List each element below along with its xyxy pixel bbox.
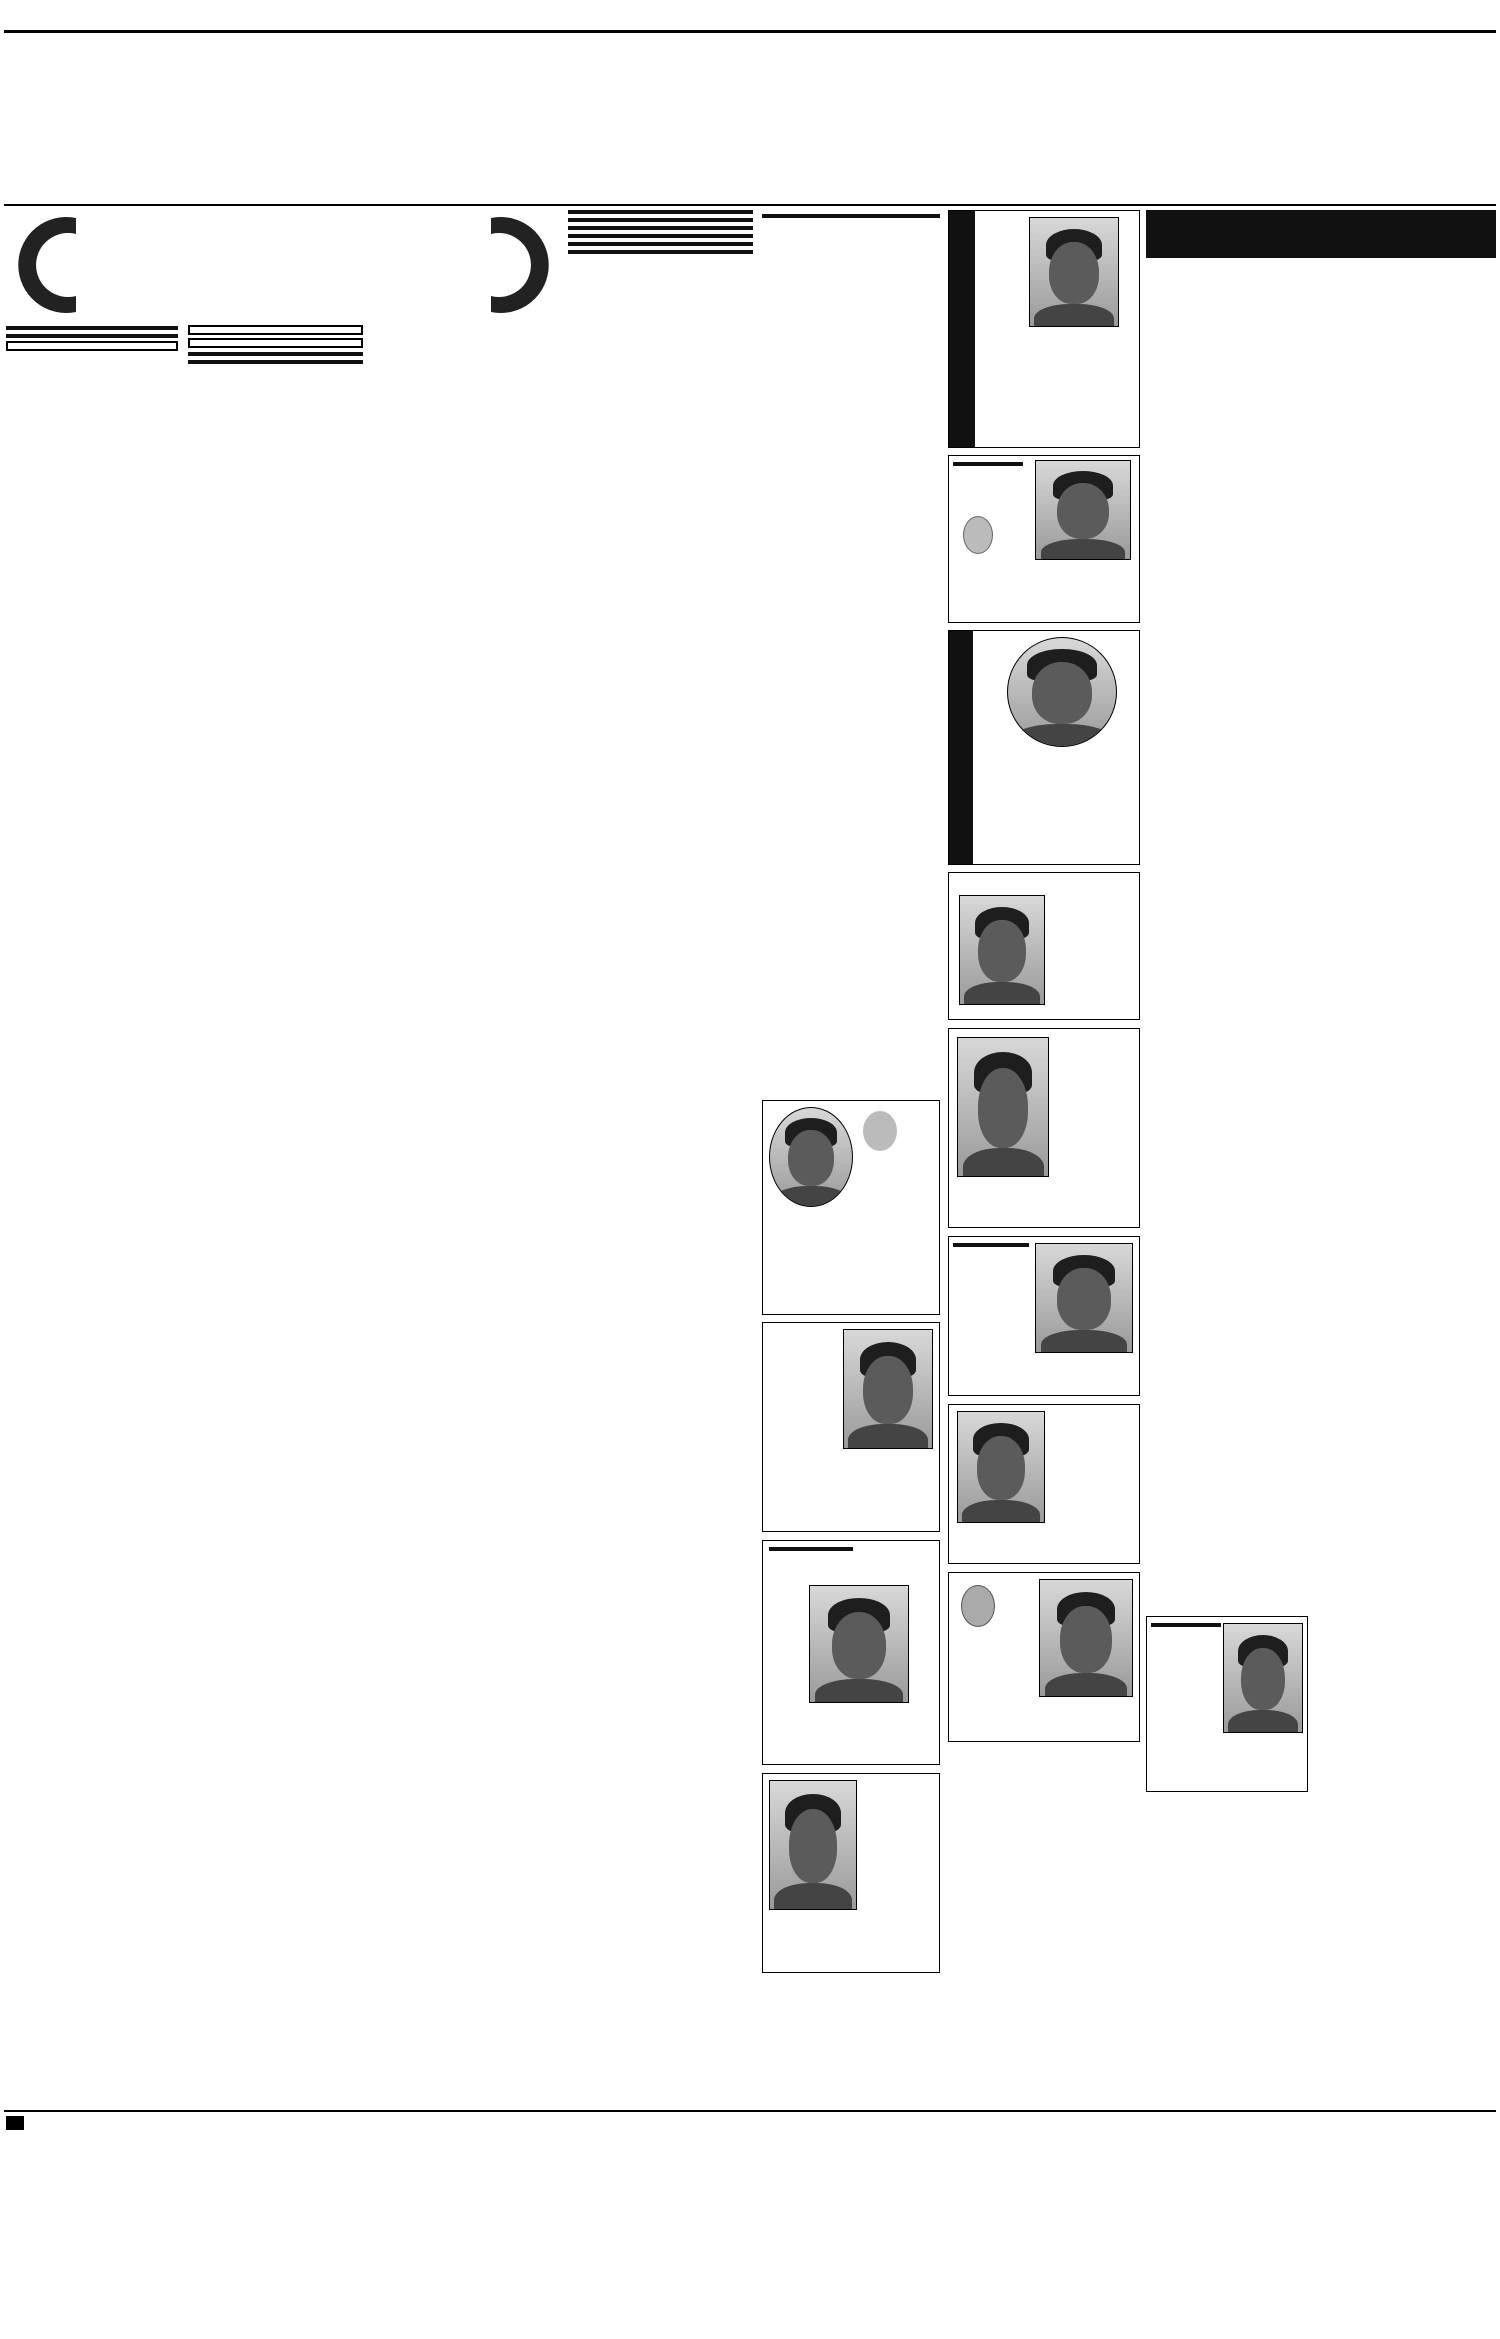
greeting-2-photo	[769, 1107, 853, 1207]
balloon-icon	[963, 516, 993, 554]
strip-rule	[4, 204, 1496, 206]
samaira-vertical	[949, 631, 973, 864]
health-care-heading	[568, 226, 753, 230]
samaira-ad	[948, 630, 1140, 865]
greeting-6-photo	[1035, 1243, 1133, 1353]
automobile-heading	[6, 326, 178, 330]
obituary-news	[1316, 1616, 1496, 2106]
construction-heading	[188, 352, 363, 356]
balloon-icon-2	[961, 1585, 995, 1627]
balloon-icon-3	[863, 1111, 897, 1151]
greeting-ad-6	[948, 1236, 1140, 1396]
column-1	[6, 322, 178, 2107]
birthday-strip	[4, 36, 1496, 184]
greeting-7-title	[769, 1547, 853, 1551]
greeting-11-title	[1151, 1623, 1221, 1627]
greeting-9-photo	[769, 1780, 857, 1910]
greeting-ad-8	[948, 1404, 1140, 1564]
greeting-ad-10	[948, 1572, 1140, 1742]
header-rule	[4, 30, 1496, 33]
greeting-ad-11	[1146, 1616, 1308, 1792]
greetings-column	[948, 210, 1140, 2107]
greeting-ad-2	[762, 1100, 940, 1315]
greeting-ad-9	[762, 1773, 940, 1973]
greeting-5-photo	[843, 1329, 933, 1449]
footer-booking-centres	[6, 2114, 1494, 2304]
panjika-text	[1146, 1488, 1496, 1608]
dhenkanal-plot-box-ad	[188, 325, 363, 335]
ishita-photo	[1029, 217, 1119, 327]
astrology-heading	[568, 242, 753, 246]
rasiphala-panel	[1146, 210, 1496, 1815]
real-estate-heading	[6, 334, 178, 338]
loan-heading	[568, 250, 753, 254]
greeting-ad-1	[948, 455, 1140, 623]
greeting-1-title	[953, 462, 1023, 466]
column-4	[568, 210, 753, 2107]
greetings-column-5	[762, 1100, 940, 2107]
affidavit-heading	[762, 214, 940, 218]
greeting-7-photo	[809, 1585, 909, 1703]
greeting-ad-3	[948, 872, 1140, 1020]
happy-birthday-vertical	[949, 211, 975, 447]
greeting-ad-7	[762, 1540, 940, 1765]
accommodation-heading	[568, 210, 753, 214]
packers-heading	[568, 218, 753, 222]
greeting-6-title	[953, 1243, 1029, 1247]
rasiphala-title	[1146, 210, 1496, 258]
column-3	[373, 210, 558, 2107]
footer-rule	[4, 2110, 1496, 2112]
tolet-heading	[188, 360, 363, 364]
greeting-ad-5	[762, 1322, 940, 1532]
greeting-10-photo	[1039, 1579, 1133, 1697]
saivihar-box-ad	[188, 338, 363, 348]
greeting-4-photo	[957, 1037, 1049, 1177]
greeting-8-photo	[957, 1411, 1045, 1523]
samaira-photo	[1007, 637, 1117, 747]
happy-birthday-ad	[948, 210, 1140, 448]
business-heading	[568, 234, 753, 238]
greeting-ad-4	[948, 1028, 1140, 1228]
column-2	[188, 322, 363, 2107]
rasiphala-list	[1146, 310, 1496, 1480]
greeting-1-photo	[1035, 460, 1131, 560]
bda-plot-box-ad	[6, 341, 178, 351]
footer-puri-tag	[18, 2116, 24, 2130]
greeting-11-photo	[1223, 1623, 1303, 1733]
greeting-3-photo	[959, 895, 1045, 1005]
